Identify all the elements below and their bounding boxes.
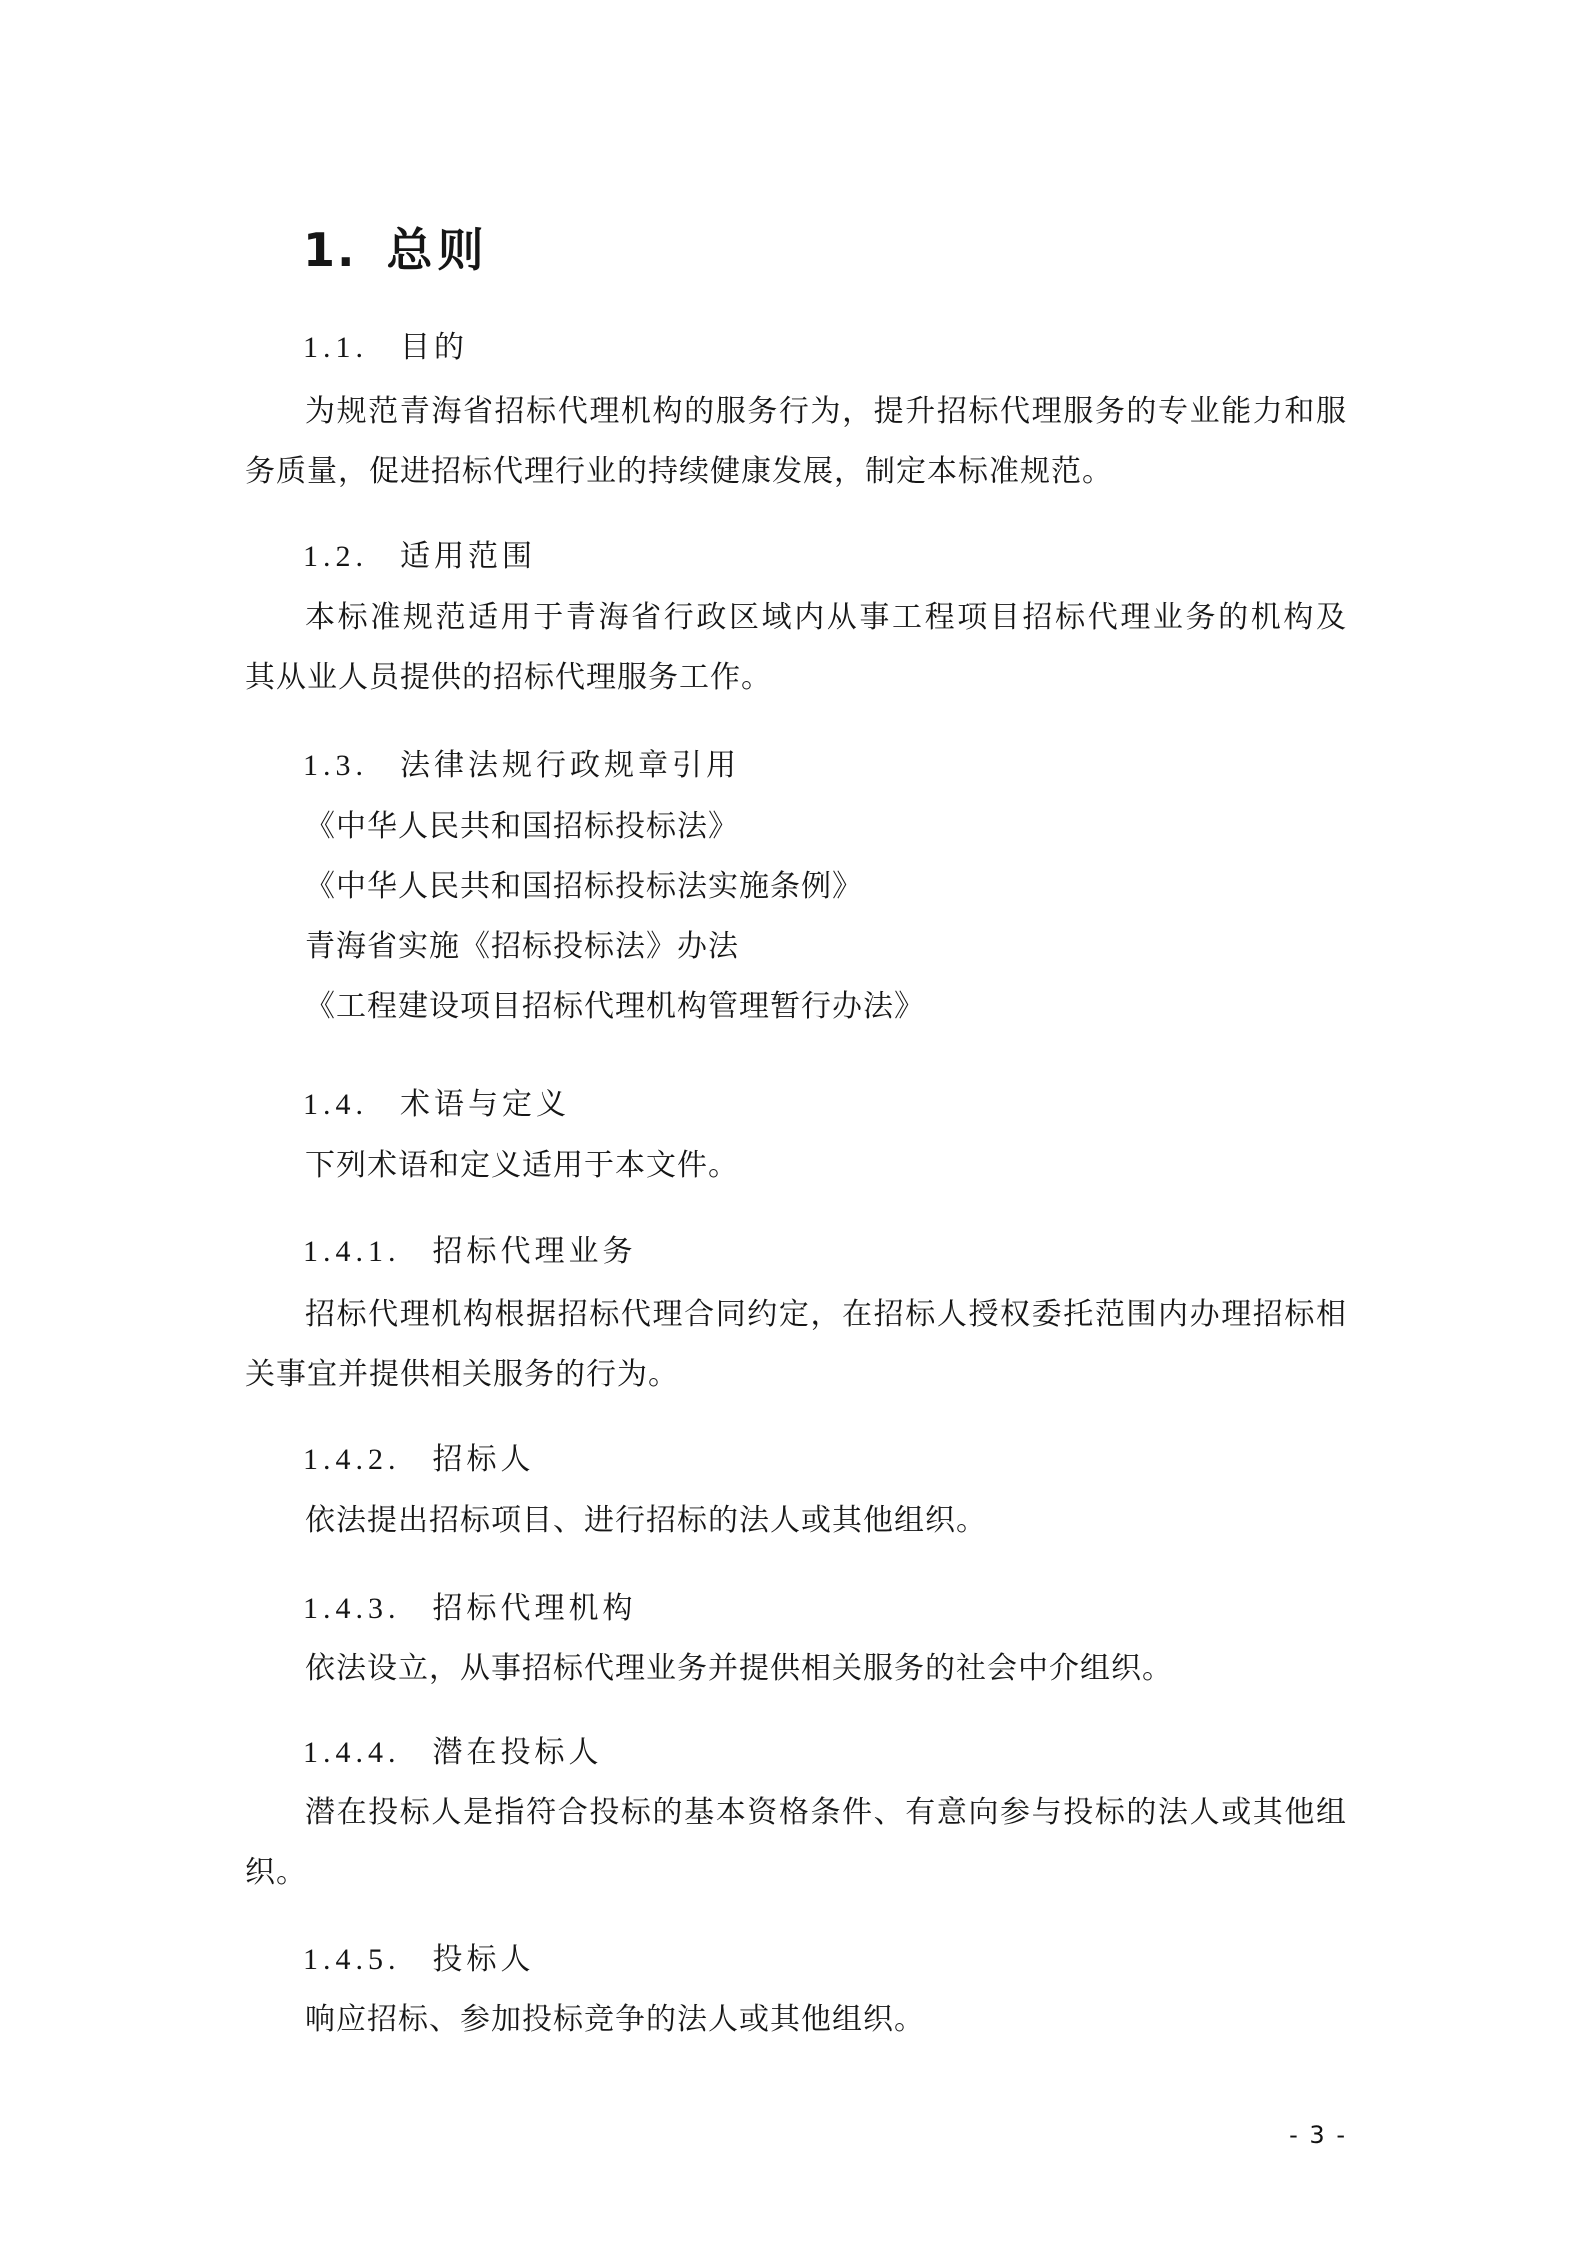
term-heading-1-4-5	[245, 1930, 1347, 1990]
term-definition	[245, 1285, 1347, 1405]
section-title: 目的	[400, 331, 468, 364]
section-title: 术语与定义	[400, 1088, 570, 1121]
paragraph-line: 潜在投标人是指符合投标的基本资格条件、有意向参与投标的法人或其他组	[305, 1796, 1347, 1829]
term-number: 1.4.2.	[303, 1443, 401, 1476]
paragraph-line: 依法设立，从事招标代理业务并提供相关服务的社会中介组织。	[305, 1652, 1173, 1685]
paragraph-line: 织。	[245, 1856, 307, 1889]
section-number: 1.3.	[303, 749, 368, 782]
section-heading-1-3	[245, 736, 1347, 796]
term-number: 1.4.1.	[303, 1235, 401, 1268]
paragraph-line: 为规范青海省招标代理机构的服务行为，提升招标代理服务的专业能力和服	[305, 395, 1347, 428]
paragraph-line: 关事宜并提供相关服务的行为。	[245, 1358, 679, 1391]
term-number: 1.4.5.	[303, 1943, 401, 1976]
term-title: 投标人	[432, 1943, 535, 1976]
term-number: 1.4.3.	[303, 1592, 401, 1625]
section-title: 法律法规行政规章引用	[400, 749, 740, 782]
reference-item: 《中华人民共和国招标投标法实施条例》	[305, 870, 863, 903]
section-number: 1.4.	[303, 1088, 368, 1121]
reference-item: 《中华人民共和国招标投标法》	[305, 810, 739, 843]
paragraph-line: 务质量，促进招标代理行业的持续健康发展，制定本标准规范。	[245, 455, 1113, 488]
paragraph-line: 下列术语和定义适用于本文件。	[305, 1149, 739, 1182]
section-number: 1.1.	[303, 331, 368, 364]
paragraph-purpose	[245, 382, 1347, 502]
paragraph-line: 响应招标、参加投标竞争的法人或其他组织。	[305, 2003, 925, 2036]
paragraph-line: 招标代理机构根据招标代理合同约定，在招标人授权委托范围内办理招标相	[305, 1298, 1347, 1331]
term-heading-1-4-2	[245, 1430, 1347, 1490]
chapter-number: 1.	[303, 223, 357, 277]
reference-item: 《工程建设项目招标代理机构管理暂行办法》	[305, 990, 925, 1023]
page-number: - 3 -	[1289, 2121, 1347, 2149]
paragraph-line: 本标准规范适用于青海省行政区域内从事工程项目招标代理业务的机构及	[305, 601, 1347, 634]
term-number: 1.4.4.	[303, 1736, 401, 1769]
term-definition	[245, 1491, 1347, 1551]
term-heading-1-4-4	[245, 1723, 1347, 1783]
section-heading-1-1	[245, 318, 1347, 378]
reference-item: 青海省实施《招标投标法》办法	[305, 930, 739, 963]
term-title: 招标代理机构	[432, 1592, 637, 1625]
term-title: 招标代理业务	[432, 1235, 637, 1268]
chapter-title: 总则	[386, 223, 489, 277]
section-title: 适用范围	[400, 540, 536, 573]
section-heading-1-4	[245, 1075, 1347, 1135]
reference-list	[245, 797, 1347, 1037]
section-number: 1.2.	[303, 540, 368, 573]
paragraph-terms-intro	[245, 1136, 1347, 1196]
term-definition	[245, 1783, 1347, 1903]
paragraph-scope	[245, 588, 1347, 708]
term-definition	[245, 1990, 1347, 2050]
term-heading-1-4-3	[245, 1579, 1347, 1639]
paragraph-line: 其从业人员提供的招标代理服务工作。	[245, 661, 772, 694]
chapter-heading	[245, 219, 1347, 281]
term-heading-1-4-1	[245, 1222, 1347, 1282]
term-definition	[245, 1639, 1347, 1699]
term-title: 招标人	[432, 1443, 535, 1476]
section-heading-1-2	[245, 527, 1347, 587]
paragraph-line: 依法提出招标项目、进行招标的法人或其他组织。	[305, 1504, 987, 1537]
term-title: 潜在投标人	[432, 1736, 603, 1769]
